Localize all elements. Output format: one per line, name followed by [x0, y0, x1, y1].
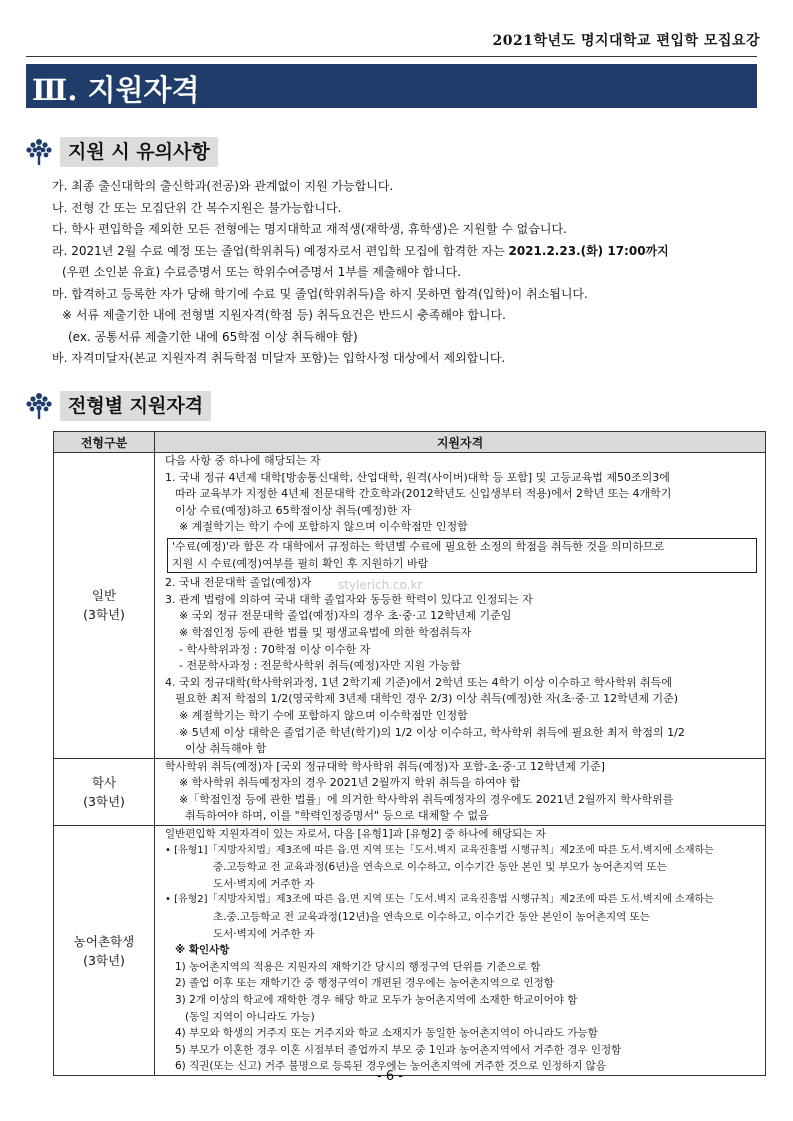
line: ※ 학점인정 등에 관한 법률 및 평생교육법에 의한 학점취득자	[179, 625, 472, 639]
line: • [유형1]「지방자치법」제3조에 따른 읍.면 지역 또는「도서.벽지 교육진흥법 시행규칙」제2조에 따른 도서.벽지에 소재하는	[165, 844, 714, 856]
note-text: ※ 서류 제출기한 내에 전형별 지원자격(학점 등) 취득요건은 반드시 충족해야 합니다.	[62, 308, 506, 322]
table-header-row	[54, 432, 766, 453]
qualification-cell	[155, 758, 766, 825]
category-cell	[54, 453, 155, 759]
chapter-title: Ⅲ. 지원자격	[32, 73, 200, 107]
column-header: 지원자격	[155, 432, 766, 453]
qualification-table	[53, 431, 766, 1076]
line: 다음 사항 중 하나에 해당되는 자	[165, 454, 321, 467]
line: '수료(예정)'라 함은 각 대학에서 규정하는 학년별 수료에 필요한 소정의 학점을 취득한 것을 의미하므로	[172, 539, 665, 553]
list-item: 바. 자격미달자(본교 지원자격 취득학점 미달자 포함)는 입학사정 대상에서 제외합니다.	[52, 351, 506, 365]
line: 2) 졸업 이후 또는 재학기간 중 행정구역이 개편된 경우에는 농어촌지역으로 인정함	[175, 977, 554, 990]
list-item: 나. 전형 간 또는 모집단위 간 복수지원은 불가능합니다.	[52, 200, 342, 215]
category-year: (3학년)	[83, 793, 125, 809]
deadline-text: 2021.2.23.(화) 17:00까지	[508, 243, 669, 258]
line: ※ 계절학기는 학기 수에 포함하지 않으며 이수학점만 인정함	[179, 708, 468, 722]
line: 이상 취득해야 함	[185, 742, 267, 756]
list-item: 마. 합격하고 등록한 자가 당해 학기에 수료 및 졸업(학위취득)을 하지 못하면 합격(입학)이 취소됩니다.	[52, 286, 588, 301]
line: ※ 학사학위 취득예정자의 경우 2021년 2월까지 학위 취득을 하여야 함	[179, 776, 521, 790]
line: 도서·벽지에 거주한 자	[213, 877, 315, 890]
line: 이상 수료(예정)하고 65학점이상 취득(예정)한 자	[175, 503, 412, 517]
line: 3) 2개 이상의 학교에 재학한 경우 해당 학교 모두가 농어촌지역에 소재한 학교이어야 함	[175, 994, 578, 1006]
line: 초.중.고등학교 전 교육과정(12년)을 연속으로 이수하고, 이수기간 동안 본인이 농어촌지역 또는	[213, 911, 650, 924]
category-year: (3학년)	[83, 952, 125, 968]
line: ※ 계절학기는 학기 수에 포함하지 않으며 이수학점만 인정함	[179, 520, 468, 534]
note-example: (ex. 공통서류 제출기한 내에 65학점 이상 취득해야 함)	[68, 329, 358, 344]
section-title: 전형별 지원자격	[60, 391, 211, 421]
line: 중.고등학교 전 교육과정(6년)을 연속으로 이수하고, 이수기간 동안 본인 및 부모가 농어촌지역 또는	[213, 861, 667, 874]
watermark: stylerich.co.kr	[338, 578, 423, 592]
qualification-cell	[155, 826, 766, 1076]
line: 따라 교육부가 지정한 4년제 전문대학 간호학과(2012학년도 신입생부터 적용)에서 2학년 또는 4개학기	[175, 487, 672, 501]
line: 5) 부모가 이혼한 경우 이혼 시점부터 졸업까지 부모 중 1인과 농어촌지역에서 거주한 경우 인정함	[175, 1043, 622, 1056]
column-header: 전형구분	[54, 432, 155, 453]
line: ※ 5년제 이상 대학은 졸업기준 학년(학기)의 1/2 이상 이수하고, 학사학위 취득에 필요한 최저 학점의 1/2	[179, 725, 685, 739]
list-item	[52, 241, 764, 263]
table-row	[54, 453, 766, 759]
page-number: - 6 -	[377, 1069, 403, 1084]
section-title: 지원 시 유의사항	[60, 137, 218, 167]
check-heading: ※ 확인사항	[175, 944, 230, 957]
list-item: 가. 최종 출신대학의 출신학과(전공)와 관계없이 지원 가능합니다.	[52, 179, 394, 193]
tree-icon	[24, 137, 54, 167]
line: 지원 시 수료(예정)여부를 필히 확인 후 지원하기 바람	[172, 556, 429, 570]
category-cell	[54, 826, 155, 1076]
line: 3. 관계 법령에 의하여 국내 대학 졸업자와 동등한 학력이 있다고 인정되는 자	[165, 592, 533, 606]
line: 6) 직권(또는 신고) 거주 불명으로 등록된 경우에는 농어촌지역에 거주한 것으로 인정하지 않음	[175, 1060, 606, 1073]
document-header: 2021학년도 명지대학교 편입학 모집요강	[492, 33, 760, 49]
line: 도서·벽지에 거주한 자	[213, 927, 315, 940]
notes-list	[52, 176, 764, 370]
category-name: 일반	[91, 588, 117, 604]
category-cell	[54, 758, 155, 825]
category-year: (3학년)	[83, 607, 125, 623]
line: • [유형2]「지방자치법」제3조에 따른 읍.면 지역 또는「도서.벽지 교육진흥법 시행규칙」제2조에 따른 도서.벽지에 소재하는	[165, 894, 714, 906]
line: ※「학점인정 등에 관한 법률」에 의거한 학사학위 취득예정자의 경우에도 2021년 2월까지 학사학위를	[179, 792, 674, 806]
line: ※ 국외 정규 전문대학 졸업(예정)자의 경우 초·중·고 12학년제 기준임	[179, 609, 512, 623]
list-item: 다. 학사 편입학을 제외한 모든 전형에는 명지대학교 재적생(재학생, 휴학생)은 지원할 수 없습니다.	[52, 222, 567, 236]
line: 4) 부모와 학생의 거주지 또는 거주지와 학교 소재지가 동일한 농어촌지역이 아니라도 가능함	[175, 1027, 598, 1040]
line: 필요한 최저 학점의 1/2(영국학제 3년제 대학인 경우 2/3) 이상 취득(예정)한 자(초·중·고 12학년제 기준)	[175, 692, 679, 706]
line: 취득하여야 하며, 이를 "학력인정증명서" 등으로 대체할 수 없음	[185, 809, 489, 823]
category-name: 농어촌학생	[73, 933, 135, 949]
line: - 학사학위과정 : 70학점 이상 이수한 자	[179, 642, 371, 656]
line: 학사학위 취득(예정)자 [국외 정규대학 학사학위 취득(예정)자 포함-초·중·고 12학년제 기준]	[165, 759, 605, 773]
list-item-continuation: (우편 소인분 유효) 수료증명서 또는 학위수여증명서 1부를 제출해야 합니다.	[62, 265, 462, 279]
line: 일반편입학 지원자격이 있는 자로서, 다음 [유형1]과 [유형2] 중 하나에 해당되는 자	[165, 828, 546, 841]
line: (동일 지역이 아니라도 가능)	[185, 1010, 315, 1023]
notice-box	[167, 538, 757, 573]
tree-icon	[24, 391, 54, 421]
line: 1) 농어촌지역의 적용은 지원자의 재학기간 당시의 행정구역 단위를 기준으로 함	[175, 960, 541, 973]
line: - 전문학사과정 : 전문학사학위 취득(예정)자만 지원 가능함	[179, 659, 461, 673]
qualification-cell	[155, 453, 766, 759]
line: 2. 국내 전문대학 졸업(예정)자	[165, 576, 312, 590]
list-item-text: 라. 2021년 2월 수료 예정 또는 졸업(학위취득) 예정자로서 편입학 모집에 합격한 자는	[52, 243, 509, 258]
header-rule	[26, 56, 757, 57]
line: 1. 국내 정규 4년제 대학[방송통신대학, 산업대학, 원격(사이버)대학 등 포함] 및 고등교육법 제50조의3에	[165, 470, 670, 484]
chapter-title-bar	[26, 64, 757, 108]
category-name: 학사	[91, 774, 117, 790]
line: 4. 국외 정규대학(학사학위과정, 1년 2학기제 기준)에서 2학년 또는 4학기 이상 이수하고 학사학위 취득에	[165, 675, 672, 689]
table-row	[54, 826, 766, 1076]
table-row	[54, 758, 766, 825]
